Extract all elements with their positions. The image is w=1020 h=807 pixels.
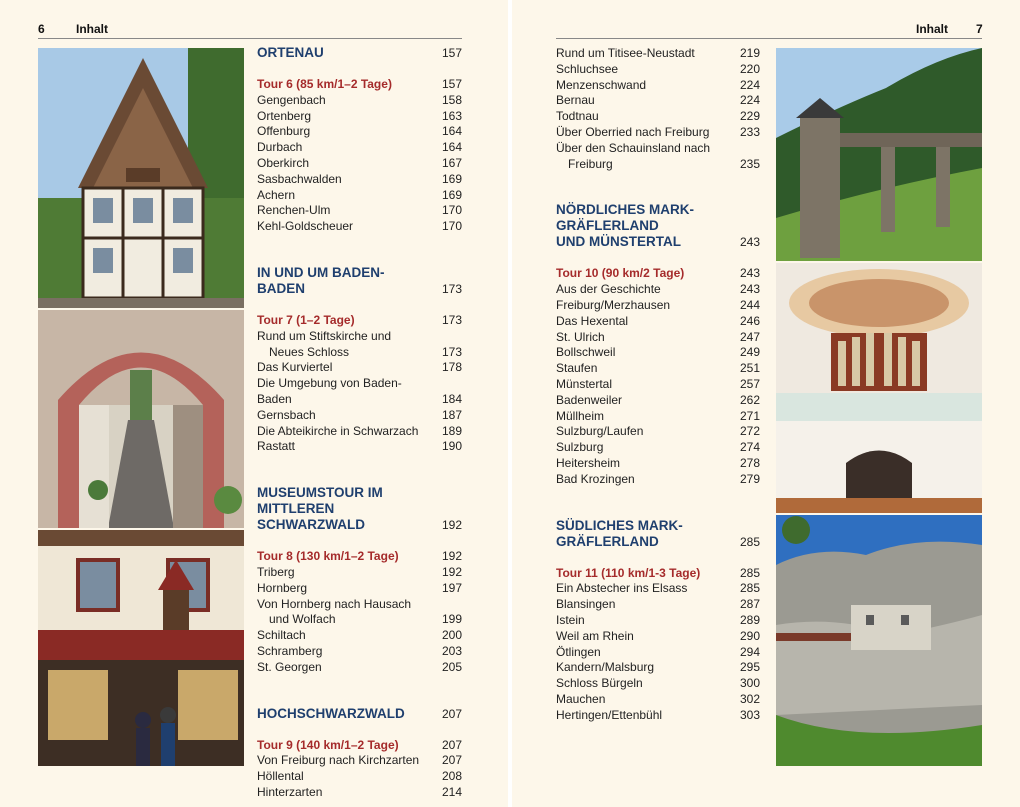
toc-entry: Hinterzarten 214	[257, 784, 462, 799]
toc-entry: Höllental 208	[257, 769, 462, 784]
section-title: NÖRDLICHES MARK- GRÄFLERLAND UND MÜNSTERTAL 243	[556, 202, 760, 250]
section-title: SÜDLICHES MARK- GRÄFLERLAND 285	[556, 517, 760, 549]
toc-entry: Offenburg 164	[257, 124, 462, 139]
toc-entry: Rastatt 190	[257, 439, 462, 454]
cuckoo-clock-shop-photo-icon	[38, 530, 244, 766]
left-page	[0, 0, 508, 807]
toc-entry: Todtnau 229	[556, 109, 760, 124]
toc-entry: Durbach 164	[257, 140, 462, 155]
toc-entry: Ein Abstecher ins Elsass 285	[556, 581, 760, 596]
right-page	[512, 0, 1020, 807]
toc-entry: Freiburg/Merzhausen 244	[556, 297, 760, 312]
toc-entry: Müllheim 271	[556, 408, 760, 423]
toc-entry: Bollschweil 249	[556, 345, 760, 360]
toc-entry: Hornberg 197	[257, 580, 462, 595]
toc-entry: Die Umgebung von Baden-Baden 184	[257, 376, 462, 406]
toc-entry: Schramberg 203	[257, 643, 462, 658]
toc-entry: Heitersheim 278	[556, 455, 760, 470]
toc-left	[257, 45, 462, 801]
half-timbered-house-photo-icon	[38, 48, 244, 308]
tour-label: Tour 7 (1–2 Tage) 173	[257, 312, 462, 327]
toc-entry: Schluchsee 220	[556, 61, 760, 76]
toc-entry: Schloss Bürgeln 300	[556, 676, 760, 691]
toc-entry: Rund um Titisee-Neustadt 219	[556, 46, 760, 60]
page-number-left: 6	[38, 22, 45, 36]
toc-entry: Über den Schauinsland nach Freiburg 235	[556, 140, 760, 171]
toc-entry: Ortenberg 163	[257, 108, 462, 123]
toc-entry: Triberg 192	[257, 564, 462, 579]
section-title: HOCHSCHWARZWALD 207	[257, 705, 462, 721]
toc-entry: Bernau 224	[556, 93, 760, 108]
tour-label: Tour 9 (140 km/1–2 Tage) 207	[257, 737, 462, 752]
section-title: IN UND UM BADEN-BADEN 173	[257, 264, 462, 296]
toc-entry: Ötlingen 294	[556, 644, 760, 659]
toc-entry: Staufen 251	[556, 361, 760, 376]
header-rule	[38, 38, 462, 39]
tour-label: Tour 11 (110 km/1-3 Tage) 285	[556, 565, 760, 580]
toc-entry: Die Abteikirche in Schwarzach 189	[257, 423, 462, 438]
toc-entry: Kandern/Malsburg 295	[556, 660, 760, 675]
toc-entry: Blansingen 287	[556, 597, 760, 612]
stone-archway-alley-photo-icon	[38, 310, 244, 528]
toc-entry: Kehl-Goldscheuer 170	[257, 219, 462, 234]
toc-entry: St. Georgen 205	[257, 659, 462, 674]
toc-entry: Das Hexental 246	[556, 313, 760, 328]
tour-label: Tour 6 (85 km/1–2 Tage) 157	[257, 77, 462, 91]
toc-entry: Istein 289	[556, 612, 760, 627]
toc-entry: St. Ulrich 247	[556, 329, 760, 344]
stone-tower-viaduct-photo-icon	[776, 48, 982, 261]
toc-entry: Aus der Geschichte 243	[556, 282, 760, 297]
toc-right	[556, 46, 760, 724]
tour-label: Tour 10 (90 km/2 Tage) 243	[556, 266, 760, 281]
toc-entry: Über Oberried nach Freiburg 233	[556, 124, 760, 139]
toc-entry: Hertingen/Ettenbühl 303	[556, 707, 760, 722]
toc-entry: Badenweiler 262	[556, 392, 760, 407]
toc-entry: Bad Krozingen 279	[556, 471, 760, 486]
section-title: ORTENAU 157	[257, 45, 462, 60]
header-rule	[556, 38, 982, 39]
toc-entry: Münstertal 257	[556, 376, 760, 391]
toc-entry: Sasbachwalden 169	[257, 171, 462, 186]
tour-label: Tour 8 (130 km/1–2 Tage) 192	[257, 549, 462, 564]
toc-entry: Gernsbach 187	[257, 407, 462, 422]
toc-entry: Mauchen 302	[556, 691, 760, 706]
running-header-right: Inhalt	[916, 22, 948, 36]
toc-entry: Renchen-Ulm 170	[257, 203, 462, 218]
church-organ-photo-icon	[776, 263, 982, 513]
toc-entry: Menzenschwand 224	[556, 77, 760, 92]
section-title: MUSEUMSTOUR IM MITTLEREN SCHWARZWALD 192	[257, 485, 462, 533]
toc-entry: Von Freiburg nach Kirchzarten 207	[257, 753, 462, 768]
toc-entry: Das Kurviertel 178	[257, 360, 462, 375]
toc-entry: Weil am Rhein 290	[556, 628, 760, 643]
cliff-castle-ruin-photo-icon	[776, 515, 982, 766]
page-number-right: 7	[976, 22, 983, 36]
running-header-left: Inhalt	[76, 22, 108, 36]
toc-entry: Oberkirch 167	[257, 155, 462, 170]
toc-entry: Gengenbach 158	[257, 92, 462, 107]
toc-entry: Rund um Stiftskirche und Neues Schloss 173	[257, 328, 462, 359]
toc-entry: Schiltach 200	[257, 628, 462, 643]
toc-entry: Von Hornberg nach Hausach und Wolfach 199	[257, 596, 462, 627]
toc-entry: Sulzburg 274	[556, 440, 760, 455]
toc-entry: Achern 169	[257, 187, 462, 202]
toc-entry: Sulzburg/Laufen 272	[556, 424, 760, 439]
